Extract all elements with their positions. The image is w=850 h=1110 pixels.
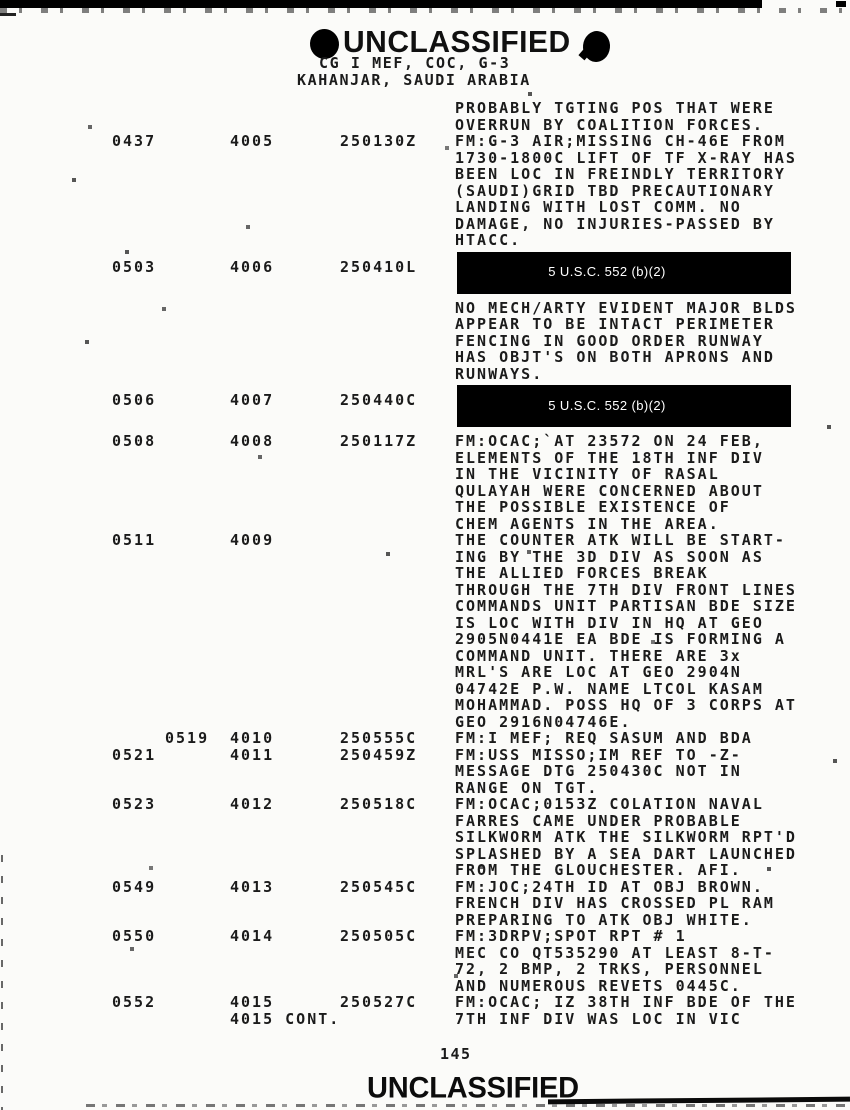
message-line: PREPARING TO ATK OBJ WHITE. xyxy=(455,910,753,929)
message-line: THE COUNTER ATK WILL BE START- xyxy=(455,531,786,549)
scan-artifact-top-bar xyxy=(0,0,762,8)
message-line: PROBABLY TGTING POS THAT WERE xyxy=(455,99,775,117)
entry-time: 0549 xyxy=(112,877,157,896)
entry-serial-number: 4008 xyxy=(230,432,275,450)
entry-serial xyxy=(230,747,274,764)
message-line: BEEN LOC IN FREINDLY TERRITORY xyxy=(455,165,786,183)
message-line: COMMAND UNIT. THERE ARE 3x xyxy=(455,646,742,665)
log-entry xyxy=(0,133,850,249)
scan-artifact-specks xyxy=(0,0,2,2)
entry-dtg: 250555C xyxy=(340,729,418,747)
entry-message xyxy=(455,385,801,427)
entry-message xyxy=(455,879,801,929)
message-line: FROM THE GLOUCHESTER. AFI. xyxy=(455,861,742,879)
entry-dtg: 250410L xyxy=(340,257,418,276)
message-line: THE POSSIBLE EXISTENCE OF xyxy=(455,498,731,516)
message-line: FM:I MEF; REQ SASUM AND BDA xyxy=(455,729,753,747)
message-line: FM:OCAC;0153Z COLATION NAVAL xyxy=(455,795,764,813)
header-classification-banner: UNCLASSIFIED xyxy=(343,25,571,60)
entry-time: 0550 xyxy=(112,927,157,945)
entry-serial-number: 4013 xyxy=(230,877,275,896)
message-line: 1730-1800C LIFT OF TF X-RAY HAS xyxy=(455,148,797,167)
scan-artifact-top-noise xyxy=(0,8,850,13)
message-line: 7TH INF DIV WAS LOC IN VIC xyxy=(455,1009,742,1028)
log-entry xyxy=(0,796,850,879)
entry-serial xyxy=(230,879,274,896)
entry-serial-continuation: 4015 CONT. xyxy=(230,1009,341,1028)
message-line: FM:OCAC; IZ 38TH INF BDE OF THE xyxy=(455,993,797,1011)
page-number: 145 xyxy=(440,1045,472,1063)
entry-serial xyxy=(230,433,274,450)
message-line: ING BY THE 3D DIV AS SOON AS xyxy=(455,547,764,566)
entry-serial-number: 4005 xyxy=(230,132,275,150)
message-line: GEO 2916N04746E. xyxy=(455,712,632,731)
footer-classification-banner: UNCLASSIFIED xyxy=(367,1071,579,1105)
entry-message xyxy=(455,747,801,797)
message-line: FM:OCAC;`AT 23572 ON 24 FEB, xyxy=(455,432,764,450)
entry-serial-number: 4012 xyxy=(230,795,275,813)
message-line: CHEM AGENTS IN THE AREA. xyxy=(455,514,720,533)
message-line: MESSAGE DTG 250430C NOT IN xyxy=(455,762,742,780)
entry-serial-number: 4006 xyxy=(230,257,275,276)
message-line: THE ALLIED FORCES BREAK xyxy=(455,564,709,582)
entry-serial-number: 4010 xyxy=(230,729,275,747)
scan-artifact-top-bar-fragment xyxy=(836,1,846,7)
entry-serial xyxy=(230,133,274,150)
message-line: SPLASHED BY A SEA DART LAUNCHED xyxy=(455,844,797,863)
message-line: MEC CO QT535290 AT LEAST 8-T- xyxy=(455,943,775,962)
message-line: FM:3DRPV;SPOT RPT # 1 xyxy=(455,927,687,945)
message-line: MRL'S ARE LOC AT GEO 2904N xyxy=(455,663,742,681)
log-entry xyxy=(0,252,850,383)
message-line: FRENCH DIV HAS CROSSED PL RAM xyxy=(455,894,775,912)
message-line: NO MECH/ARTY EVIDENT MAJOR BLDS xyxy=(455,298,797,317)
entry-serial xyxy=(230,532,274,549)
entry-serial xyxy=(230,796,274,813)
entry-dtg: 250545C xyxy=(340,877,418,896)
message-line: HTACC. xyxy=(455,231,522,249)
entry-time: 0511 xyxy=(112,531,157,549)
entry-serial xyxy=(230,259,274,276)
message-line: COMMANDS UNIT PARTISAN BDE SIZE xyxy=(455,597,797,615)
entry-serial-number: 4014 xyxy=(230,927,275,945)
log-entry xyxy=(0,994,850,1027)
entry-message xyxy=(455,252,801,383)
entry-dtg: 250518C xyxy=(340,795,418,813)
log-entry xyxy=(0,928,850,994)
entry-message xyxy=(455,100,801,133)
scan-artifact-left-tick xyxy=(0,13,16,16)
header-org-line2: KAHANJAR, SAUDI ARABIA xyxy=(297,71,531,89)
log-entry xyxy=(0,879,850,929)
message-line: MOHAMMAD. POSS HQ OF 3 CORPS AT xyxy=(455,696,797,714)
message-line: FM:USS MISSO;IM REF TO -Z- xyxy=(455,745,742,764)
log-entry xyxy=(0,532,850,730)
message-line: QULAYAH WERE CONCERNED ABOUT xyxy=(455,481,764,500)
entry-dtg: 250130Z xyxy=(340,132,418,150)
entry-serial xyxy=(230,392,274,409)
redaction-bar: 5 U.S.C. 552 (b)(2) xyxy=(457,385,791,427)
entry-dtg: 250459Z xyxy=(340,745,418,764)
message-line: LANDING WITH LOST COMM. NO xyxy=(455,198,742,216)
message-line: SILKWORM ATK THE SILKWORM RPT'D xyxy=(455,828,797,846)
entry-message xyxy=(455,796,801,879)
message-line: IS LOC WITH DIV IN HQ AT GEO xyxy=(455,613,764,632)
log-entry xyxy=(0,747,850,797)
entry-serial xyxy=(230,994,340,1027)
entry-message xyxy=(455,532,801,730)
entry-serial-number: 4011 xyxy=(230,745,275,764)
entry-message xyxy=(455,133,801,249)
entry-dtg: 250117Z xyxy=(340,432,418,450)
message-line: 72, 2 BMP, 2 TRKS, PERSONNEL xyxy=(455,960,764,978)
entry-time: 0521 xyxy=(112,745,157,764)
entry-time: 0506 xyxy=(112,391,157,409)
entry-time: 0552 xyxy=(112,993,157,1011)
message-line: 04742E P.W. NAME LTCOL KASAM xyxy=(455,679,764,698)
message-line: DAMAGE, NO INJURIES-PASSED BY xyxy=(455,214,775,233)
entry-message xyxy=(455,433,801,532)
entry-time: 0523 xyxy=(112,795,157,813)
entry-serial xyxy=(230,928,274,945)
entry-time: 0437 xyxy=(112,132,157,150)
message-line: RANGE ON TGT. xyxy=(455,778,599,797)
message-line: HAS OBJT'S ON BOTH APRONS AND xyxy=(455,348,775,366)
marker-dot-icon xyxy=(581,30,611,64)
message-line: FENCING IN GOOD ORDER RUNWAY xyxy=(455,331,764,350)
message-line: ELEMENTS OF THE 18TH INF DIV xyxy=(455,448,764,467)
message-line: OVERRUN BY COALITION FORCES. xyxy=(455,115,764,134)
message-line: RUNWAYS. xyxy=(455,364,544,383)
message-line: (SAUDI)GRID TBD PRECAUTIONARY xyxy=(455,181,775,200)
log-entry xyxy=(0,385,850,427)
entry-serial-number: 4009 xyxy=(230,531,275,549)
header-org-line1: CG I MEF, COC, G-3 xyxy=(319,54,511,72)
message-line: APPEAR TO BE INTACT PERIMETER xyxy=(455,315,775,333)
entry-dtg: 250505C xyxy=(340,927,418,945)
entry-dtg: 250440C xyxy=(340,391,418,409)
message-line: FM:G-3 AIR;MISSING CH-46E FROM xyxy=(455,132,786,150)
entry-time: 0508 xyxy=(112,432,157,450)
entry-time: 0503 xyxy=(112,257,157,276)
message-line: FARRES CAME UNDER PROBABLE xyxy=(455,811,742,830)
entry-message xyxy=(455,994,801,1027)
log-entry-list xyxy=(0,100,850,1027)
entry-message xyxy=(455,928,801,994)
entry-serial-number: 4015 xyxy=(230,993,275,1011)
message-line: AND NUMEROUS REVETS 0445C. xyxy=(455,976,742,995)
entry-time: 0519 xyxy=(165,729,210,747)
entry-message xyxy=(455,730,801,747)
message-line: FM:JOC;24TH ID AT OBJ BROWN. xyxy=(455,877,764,896)
message-line: THROUGH THE 7TH DIV FRONT LINES xyxy=(455,580,797,599)
entry-dtg: 250527C xyxy=(340,993,418,1011)
log-entry xyxy=(0,100,850,133)
message-line: IN THE VICINITY OF RASAL xyxy=(455,465,720,483)
log-entry xyxy=(0,730,850,747)
message-line: 2905N0441E EA BDE IS FORMING A xyxy=(455,630,786,648)
entry-serial-number: 4007 xyxy=(230,391,275,409)
entry-serial xyxy=(230,730,274,747)
redaction-bar: 5 U.S.C. 552 (b)(2) xyxy=(457,252,791,294)
log-entry xyxy=(0,433,850,532)
